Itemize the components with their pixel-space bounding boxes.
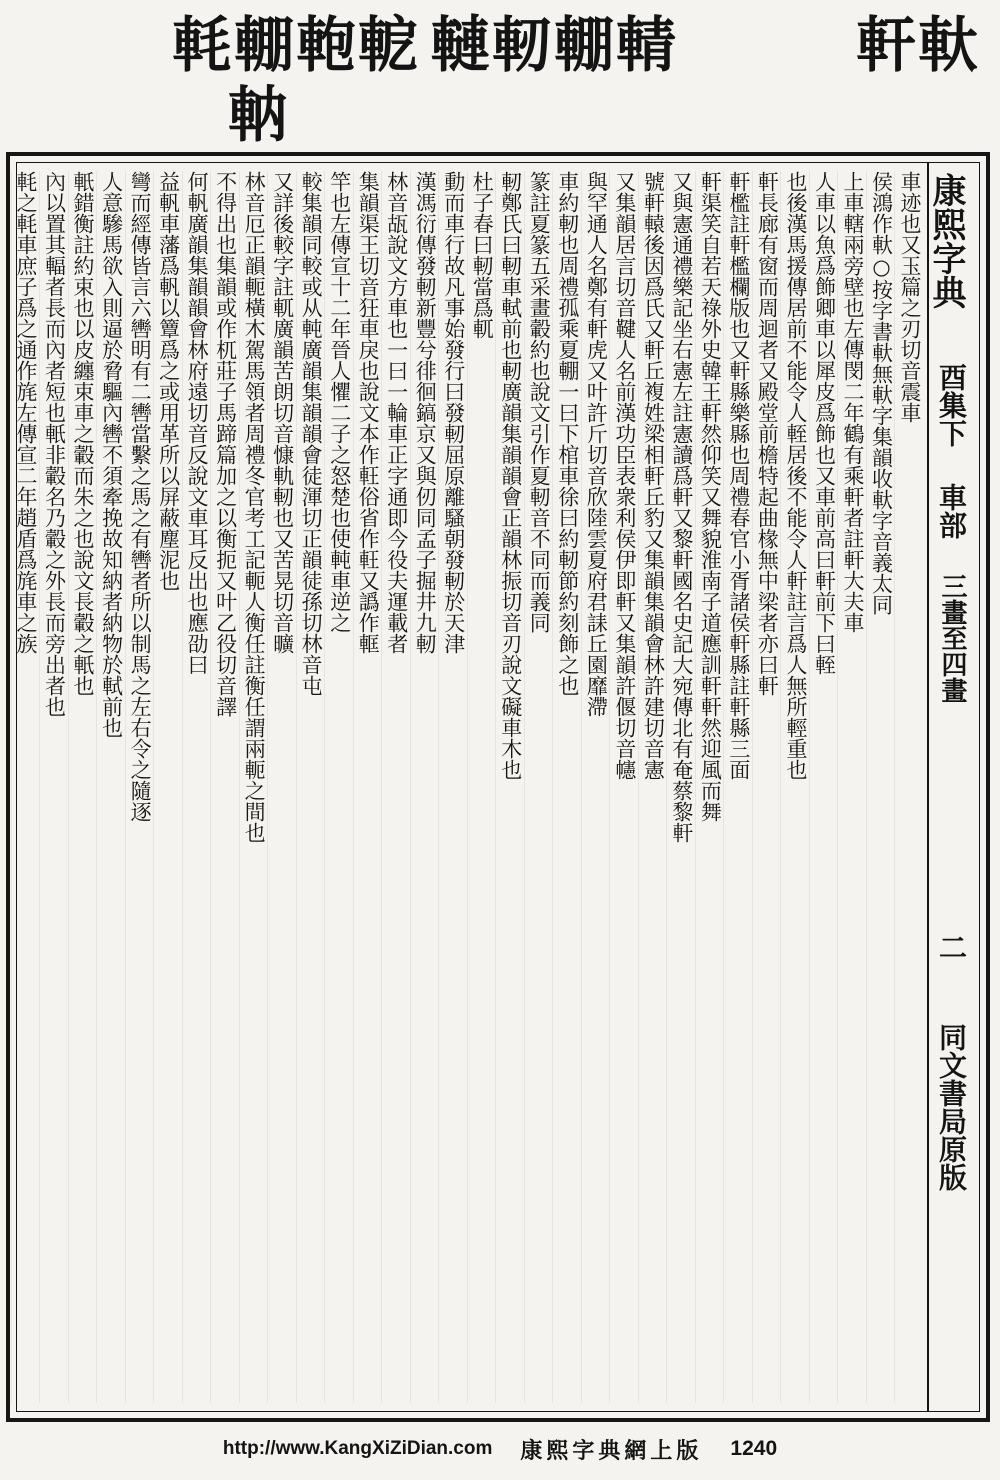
header-section: 酉集下 (935, 363, 968, 447)
text-column: 又與憲通禮樂記坐右憲左註憲讀爲軒又黎軒國名史記大宛傳北有奄蔡黎軒 (666, 171, 695, 1403)
text-column: 侯鴻作軑○按字書軑無軑字集韻收軑字音義太同 (866, 171, 895, 1403)
text-column: 林音瓳說文方車也一曰一輪車正字通即今役夫運載者 (381, 171, 410, 1403)
text-column: 彎而經傳皆言六轡明有二轡當繫之馬之有轡者所以制馬之左右令之隨逐 (125, 171, 154, 1403)
text-column: 不得出也集韻或作杌莊子馬蹄篇加之以衡扼又叶乙役切音譯 (210, 171, 239, 1403)
text-column: 又詳後較字註軏廣韻苦朗切音慷軌軔也又苦晃切音曠 (267, 171, 296, 1403)
footer-page-number: 1240 (730, 1437, 778, 1460)
header-title: 康熙字典 (926, 173, 966, 309)
text-column: 杜子春曰軔當爲軏 (467, 171, 496, 1403)
running-header (927, 163, 979, 1411)
page-frame (6, 152, 990, 1422)
seal-script-forms-middle: 轋軔輣輤 (430, 11, 678, 81)
seal-script-forms-right: 軒軑 (856, 11, 980, 81)
text-column: 號軒轅後因爲氏又軒丘複姓梁相軒丘豹又集韻集韻會林許建切音憲 (638, 171, 667, 1403)
text-column: 漢馮衍傳發軔新豐兮徘徊鎬京又與仞同孟子掘井九軔 (410, 171, 439, 1403)
text-column: 軒渠笑自若天祿外史韓王軒然仰笑又舞貌淮南子道應訓軒軒然迎風而舞 (695, 171, 724, 1403)
seal-script-forms-left: 軞輣軳軶 (172, 11, 420, 81)
text-column: 集韻渠王切音狂車戾也說文本作軖俗省作軖又譌作軭 (353, 171, 382, 1403)
header-page-number: 二 (935, 933, 968, 961)
text-column: 軒長廊有窗而周迴者又殿堂前檐特起曲椽無中梁者亦曰軒 (752, 171, 781, 1403)
text-column: 也後漢馬援傳居前不能令人輊居後不能令人軒註言爲人無所輕重也 (780, 171, 809, 1403)
text-column: 人車以魚爲飾卿車以犀皮爲飾也又車前高曰軒前下曰輊 (809, 171, 838, 1403)
seal-script-forms-left-second: 軜 (228, 81, 290, 151)
text-column: 上車轄兩旁壁也左傳閔二年鶴有乘軒者註軒大夫車 (837, 171, 866, 1403)
header-publisher: 同文書局原版 (935, 1023, 968, 1191)
header-radical: 車部 (935, 483, 968, 539)
text-column: 竿也左傳宣十二年晉人懼二子之怒楚也使軘車逆之 (324, 171, 353, 1403)
text-column: 與罕通人名鄭有軒虎又叶許斤切音欣陸雲夏府君誄丘園靡滯 (581, 171, 610, 1403)
text-column: 軝錯衡註約束也以皮纏束車之轂而朱之也說文長轂之軝也 (68, 171, 97, 1403)
dictionary-text-columns (14, 171, 923, 1403)
text-column: 車迹也又玉篇之刃切音震車 (894, 171, 923, 1403)
text-column: 人意驂馬欲入則逼於脅驅內轡不須牽挽故知納者納物於軾前也 (96, 171, 125, 1403)
text-column: 軔鄭氏曰軔車軾前也軔廣韻集韻韻會正韻林振切音刃說文礙車木也 (495, 171, 524, 1403)
text-column: 較集韻同較或从軘廣韻集韻韻會徒渾切正韻徒孫切林音屯 (296, 171, 325, 1403)
page-footer (0, 1434, 1000, 1464)
text-column: 軒檻註軒檻欄版也又軒縣樂縣也周禮春官小胥諸侯軒縣註軒縣三面 (723, 171, 752, 1403)
page-frame-inner (16, 162, 980, 1412)
footer-title: 康熙字典網上版 (520, 1437, 703, 1464)
text-column: 軞之軞車庶子爲之通作旄左傳宣二年趙盾爲旄車之族 (11, 171, 40, 1403)
text-column: 車約軔也周禮孤乘夏輣一曰下棺車徐曰約軔節約刻飾之也 (552, 171, 581, 1403)
text-column: 林音厄正韻軛橫木駕馬領者周禮冬官考工記軛人衡任註衡任謂兩軛之間也 (239, 171, 268, 1403)
text-column: 動而車行故凡事始發行曰發軔屈原離騷朝發軔於天津 (438, 171, 467, 1403)
text-column: 何軓廣韻集韻韻會林府遠切音反說文車耳反出也應劭曰 (182, 171, 211, 1403)
text-column: 篆註夏篆五采畫轂約也說文引作夏軔音不同而義同 (524, 171, 553, 1403)
footer-url[interactable]: http://www.KangXiZiDian.com (222, 1438, 493, 1459)
header-strokes: 三畫至四畫 (937, 573, 967, 703)
text-column: 內以置其輻者長而內者短也軝非轂名乃轂之外長而旁出者也 (39, 171, 68, 1403)
text-column: 又集韻居言切音鞬人名前漢功臣表衆利侯伊即軒又集韻許偃切音幰 (609, 171, 638, 1403)
text-column: 益軓車藩爲軓以簟爲之或用革所以屏蔽塵泥也 (153, 171, 182, 1403)
